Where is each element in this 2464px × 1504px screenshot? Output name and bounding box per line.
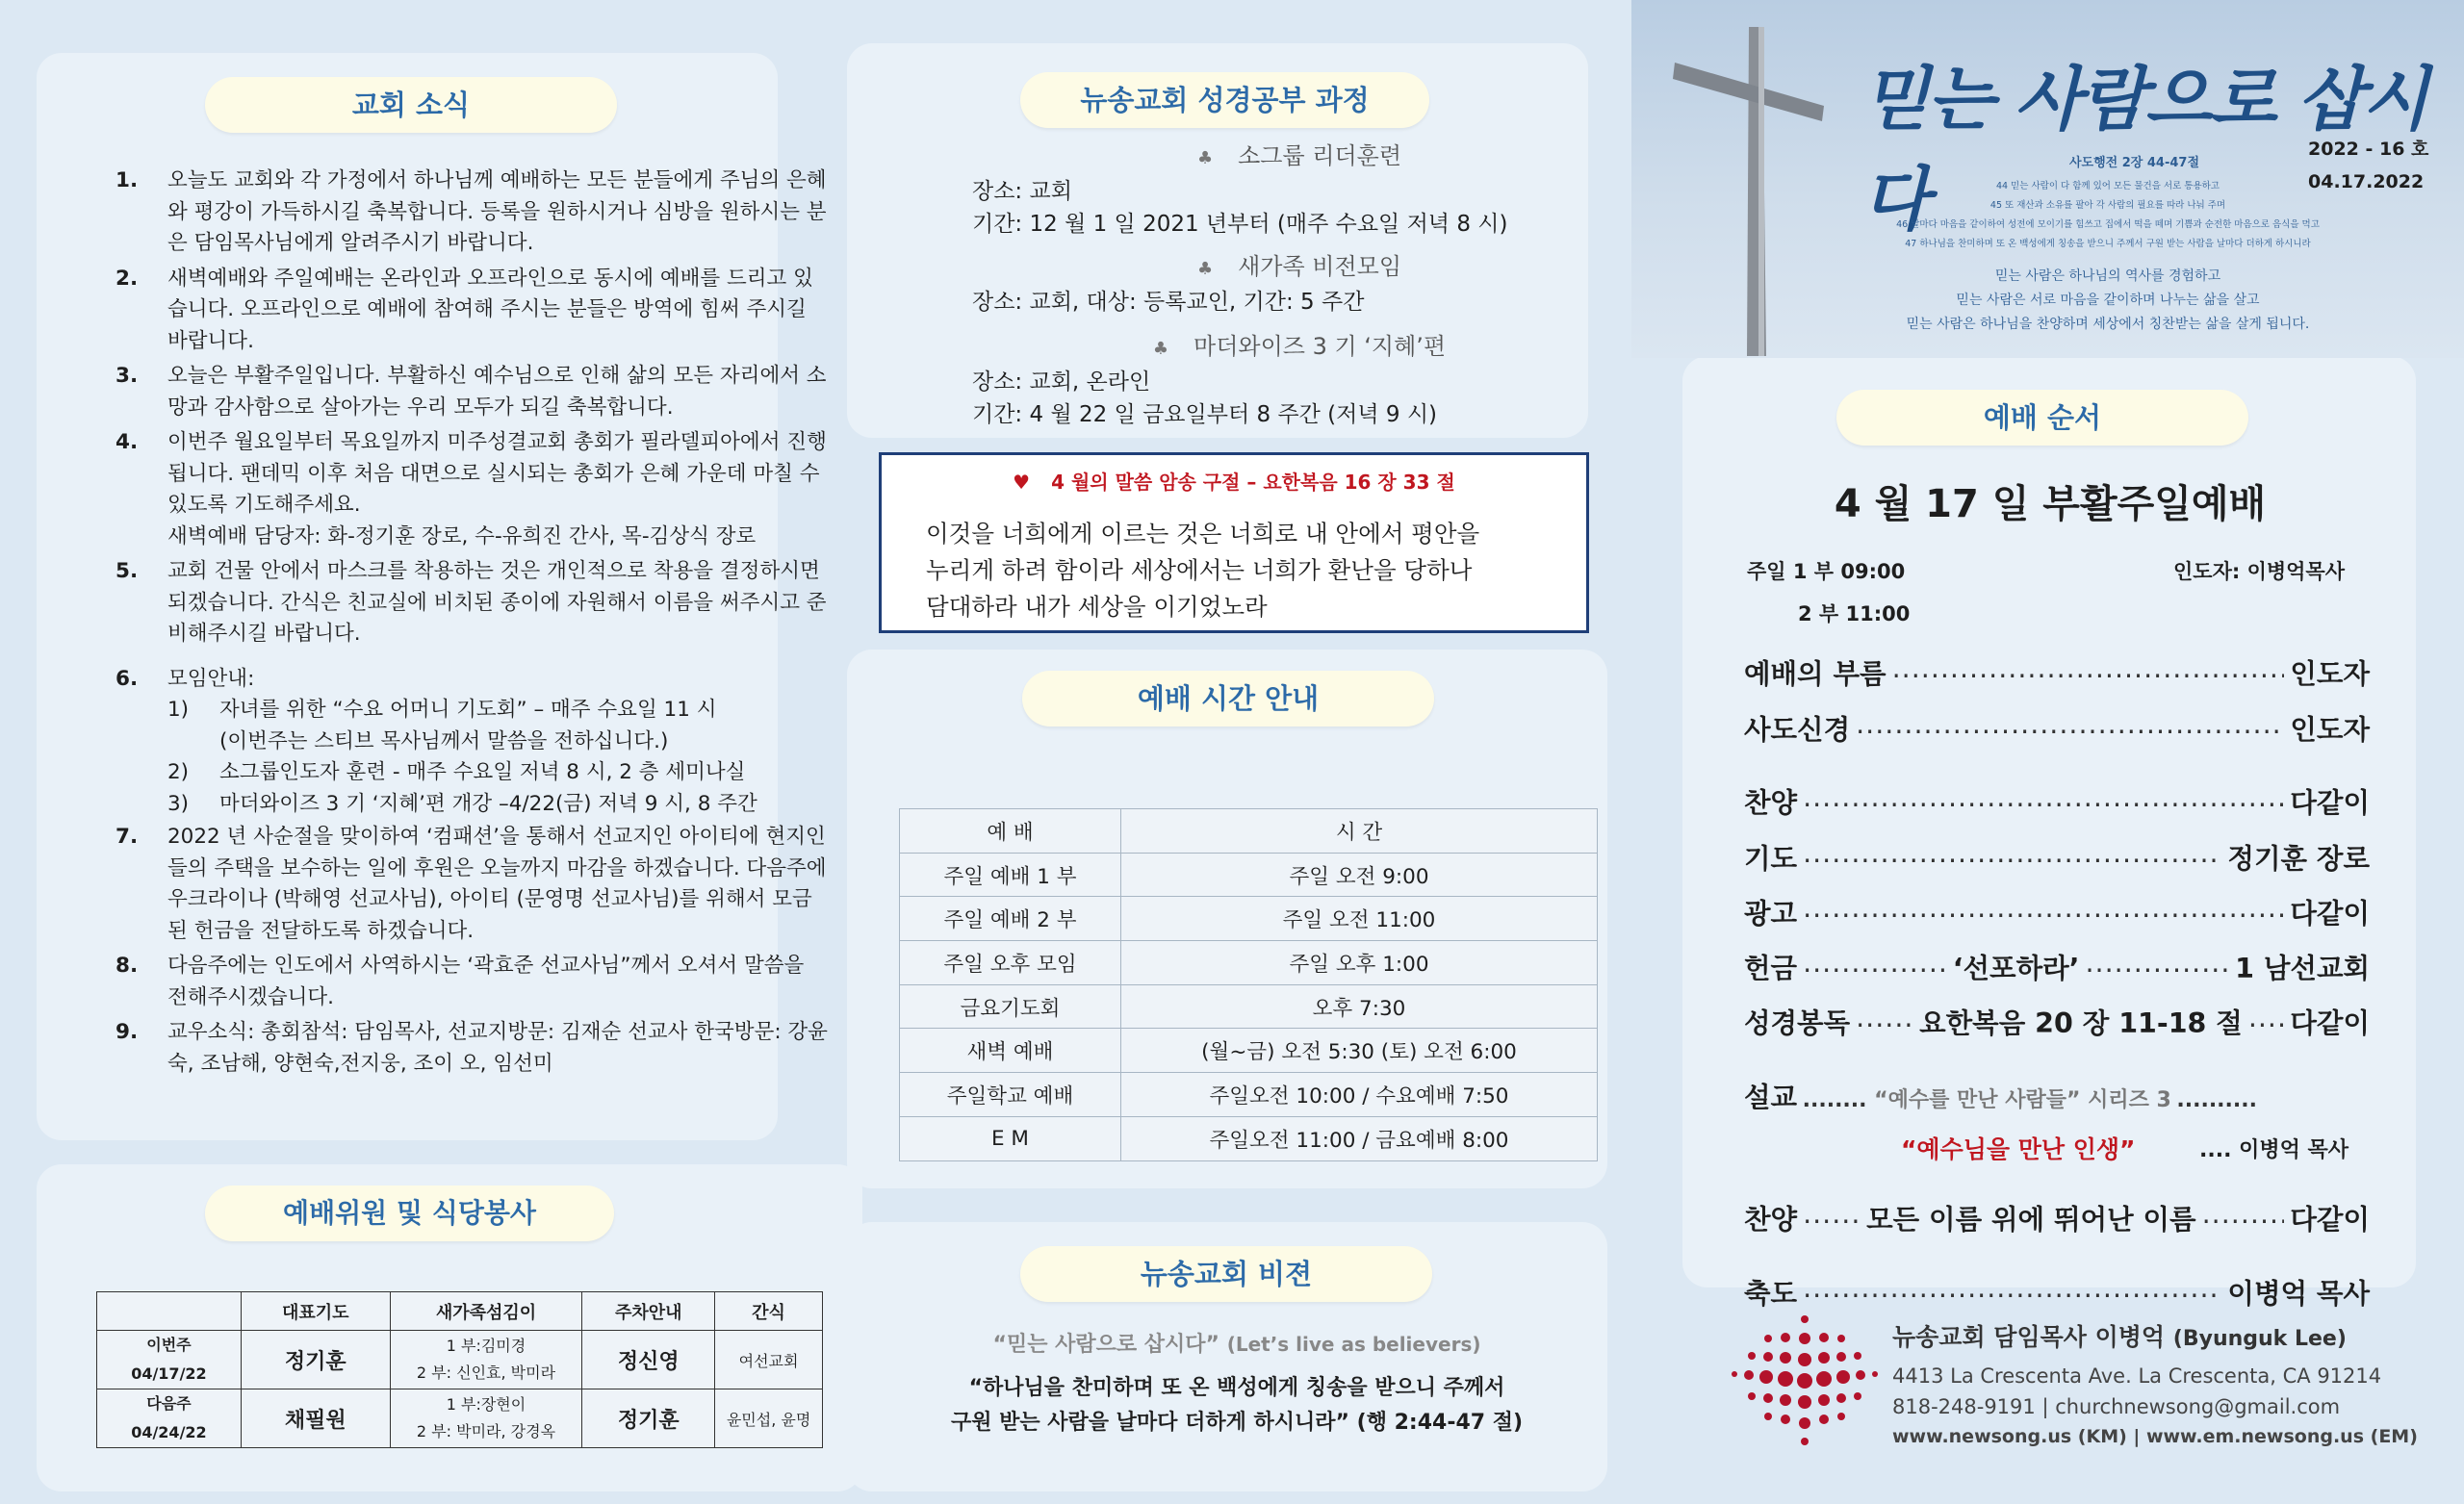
- times-header: 예 배: [900, 809, 1121, 854]
- club-icon: ♣: [1196, 259, 1214, 279]
- staff-header: 대표기도: [241, 1292, 390, 1331]
- sermon-pastor: .... 이병억 목사: [2199, 1138, 2349, 1162]
- order-heading: 4 월 17 일 부활주일예배: [1834, 482, 2267, 526]
- memory-verse-box: [879, 452, 1589, 633]
- cover-scripture-ref: 사도행전 2장 44-47절: [2069, 156, 2200, 170]
- service-2: 2 부 11:00: [1798, 602, 1911, 625]
- order-item: 헌금 ..... ‘선포하라’ ..... 1 남선교회: [1744, 947, 2370, 986]
- club-icon: ♣: [1152, 339, 1169, 359]
- meeting-item: 3) 마더와이즈 3 기 ‘지혜’편 개강 –4/22(금) 저녁 9 시, 8 주간: [167, 791, 757, 816]
- times-row: 주일 예배 2 부 주일 오전 11:00: [900, 897, 1598, 941]
- staff-header: [97, 1292, 242, 1331]
- order-item: 광고 ..... 다같이: [1744, 892, 2370, 931]
- times-row: 금요기도회 오후 7:30: [900, 984, 1598, 1029]
- staff-table: [96, 1291, 823, 1448]
- cover-lines: [1829, 265, 2387, 337]
- sermon-row: 설교 ........ “예수를 만난 사람들” 시리즈 3 ..........: [1744, 1082, 2257, 1113]
- scripture-line: 44 믿는 사람이 다 함께 있어 모든 물건을 서로 통용하고: [1996, 181, 2220, 191]
- staff-header: 간식: [715, 1292, 823, 1331]
- service-1: 주일 1 부 09:00: [1747, 560, 1906, 583]
- verse-text: 이것을 너희에게 이르는 것은 너희로 내 안에서 평안을 누리게 하려 함이라 세상에서는 너희가 환난을 당하나 담대하라 내가 세상을 이기었노라: [926, 520, 1480, 621]
- study-item: ♣ 소그룹 리더훈련 장소: 교회 기간: 12 월 1 일 2021 년부터 (매주 수요일 저녁 8 시): [972, 142, 1508, 237]
- issue-date: 04.17.2022: [2308, 171, 2425, 192]
- news-item: 6. 모임안내: 1) 자녀를 위한 “수요 어머니 기도회” – 매주 수요일 11 시 (이번주는 스티브 목사님께서 말씀을 전하십니다.) 2) 소그룹인도자 훈련 - 매주 수요일 저녁 8 시, 2 층 세미나실 3) 마더와이즈 3 기 ‘지혜’편 개강 –4/22(금) 저녁 9 시, 8 주간: [116, 664, 828, 821]
- news-item: 2. 새벽예배와 주일예배는 온라인과 오프라인으로 동시에 예배를 드리고 있습니다. 오프라인으로 예배에 참여해 주시는 분들은 방역에 힘써 주시길 바랍니다.: [116, 266, 813, 353]
- study-item: ♣ 새가족 비전모임 장소: 교회, 대상: 등록교인, 기간: 5 주간: [972, 253, 1402, 315]
- order-item: 기도 ..... 정기훈 장로: [1744, 837, 2370, 877]
- times-title: 예배 시간 안내: [1022, 671, 1434, 727]
- cover-title: 믿는 사람으로 삽시다: [1862, 58, 2427, 240]
- scripture-line: 47 하나님을 찬미하며 또 온 백성에게 칭송을 받으니 주께서 구원 받는 사람을 날마다 더하게 하시니라: [1905, 239, 2311, 249]
- staff-row: 이번주 04/17/22 정기훈 1 부:김미경 2 부: 신인효, 박미라 정신영 여선교회: [97, 1331, 823, 1389]
- study-item: ♣ 마더와이즈 3 기 ‘지혜’편 장소: 교회, 온라인 기간: 4 월 22 일 금요일부터 8 주간 (저녁 9 시): [972, 333, 1447, 427]
- staff-header: 주차안내: [582, 1292, 715, 1331]
- church-logo-icon: [1723, 1304, 1886, 1458]
- vision-text: “믿는 사람으로 삽시다” (Let’s live as believers) “하나님을 찬미하며 또 온 백성에게 칭송을 받으니 주께서 구원 받는 사람을 날마다 더하게 하시니라” (행 2:44-47 절): [950, 1333, 1524, 1435]
- church-address: 4413 La Crescenta Ave. La Crescenta, CA 91214: [1892, 1364, 2382, 1388]
- times-row: 주일학교 예배 주일오전 10:00 / 수요예배 7:50: [900, 1073, 1598, 1117]
- times-row: 주일 예배 1 부 주일 오전 9:00: [900, 853, 1598, 897]
- club-icon: ♣: [1196, 148, 1214, 168]
- meeting-item: 2) 소그룹인도자 훈련 - 매주 수요일 저녁 8 시, 2 층 세미나실: [167, 760, 746, 784]
- church-website: www.newsong.us (KM) | www.em.newsong.us (EM): [1892, 1426, 2418, 1447]
- news-item: 3. 오늘은 부활주일입니다. 부활하신 예수님으로 인해 삶의 모든 자리에서 소망과 감사함으로 살아가는 우리 모두가 되길 축복합니다.: [116, 364, 827, 420]
- pastor-name: 뉴송교회 담임목사 이병억 (Byunguk Lee): [1892, 1323, 2347, 1351]
- staff-header: 새가족섬김이: [390, 1292, 582, 1331]
- scripture-line: 46 날마다 마음을 같이하여 성전에 모이기를 힘쓰고 집에서 떡을 떼며 기쁨과 순전한 마음으로 음식을 먹고: [1896, 219, 2320, 230]
- sermon-title: “예수님을 만난 인생”: [1901, 1135, 2136, 1163]
- order-item: 예배의 부름 ..... 인도자: [1744, 652, 2370, 692]
- news-list: [116, 166, 828, 1080]
- news-item: 1. 오늘도 교회와 각 가정에서 하나님께 예배하는 모든 분들에게 주님의 은혜와 평강이 가득하시길 축복합니다. 등록을 원하시거나 심방을 원하시는 분은 담임목사님에게 알려주시기 바랍니다.: [116, 168, 827, 255]
- verse-title: 4 월의 말씀 암송 구절 – 요한복음 16 장 33 절: [1051, 471, 1455, 494]
- staff-title: 예배위원 및 식당봉사: [205, 1185, 614, 1241]
- order-item: 성경봉독 ..... 요한복음 20 장 11-18 절 ..... 다같이: [1744, 1002, 2370, 1041]
- order-pill: 예배 순서: [1836, 390, 2248, 446]
- service-times-table: [899, 808, 1598, 1161]
- scripture-line: 45 또 재산과 소유를 팔아 각 사람의 필요를 따라 나눠 주며: [1989, 200, 2226, 211]
- news-item: 4. 이번주 월요일부터 목요일까지 미주성결교회 총회가 필라델피아에서 진행됩니다. 팬데믹 이후 처음 대면으로 실시되는 총회가 은혜 가운데 마칠 수 있도록 기도해주세요. 새벽예배 담당자: 화-정기훈 장로, 수-유희진 간사, 목-김상식 장로: [116, 430, 827, 548]
- cover-line: 믿는 사람은 하나님을 찬양하며 세상에서 칭찬받는 삶을 살게 됩니다.: [1906, 317, 2310, 332]
- church-contact: 818-248-9191 | churchnewsong@gmail.com: [1892, 1395, 2341, 1418]
- cover-line: 믿는 사람은 서로 마음을 같이하며 나누는 삶을 살고: [1956, 293, 2260, 308]
- heart-icon: ♥: [1013, 471, 1031, 494]
- times-header: 시 간: [1121, 809, 1598, 854]
- vision-title: 뉴송교회 비젼: [1020, 1246, 1432, 1302]
- news-item: 7. 2022 년 사순절을 맞이하여 ‘컴패션’을 통해서 선교지인 아이티에 현지인들의 주택을 보수하는 일에 후원은 오늘까지 마감을 하겠습니다. 다음주에 우크라이나 (박해영 선교사님), 아이티 (문영명 선교사님)를 위해서 모금된 헌금을 전달하도록 하겠습니다.: [116, 825, 827, 943]
- order-item: 찬양 ..... 모든 이름 위에 뛰어난 이름 ..... 다같이: [1744, 1198, 2370, 1237]
- order-item: 찬양 ..... 다같이: [1744, 781, 2370, 821]
- study-title: 뉴송교회 성경공부 과정: [1020, 72, 1429, 128]
- news-item: 5. 교회 건물 안에서 마스크를 착용하는 것은 개인적으로 착용을 결정하시면 되겠습니다. 간식은 친교실에 비치된 종이에 자원해서 이름을 써주시고 준비해주시길 바랍니다.: [116, 559, 827, 646]
- leader: 인도자: 이병억목사: [2173, 560, 2345, 583]
- times-row: E M 주일오전 11:00 / 금요예배 8:00: [900, 1116, 1598, 1160]
- order-item: 사도신경 ..... 인도자: [1744, 708, 2370, 748]
- cover-line: 믿는 사람은 하나님의 역사를 경험하고: [1994, 268, 2221, 284]
- news-item: 8. 다음주에는 인도에서 사역하시는 ‘곽효준 선교사님”께서 오셔서 말씀을 전해주시겠습니다.: [116, 954, 805, 1009]
- news-title: 교회 소식: [205, 77, 617, 133]
- issue-number: 2022 - 16 호: [2308, 139, 2429, 160]
- news-item: 9. 교우소식: 총회참석: 담임목사, 선교지방문: 김재순 선교사 한국방문: 강윤숙, 조남해, 양현숙,전지웅, 조이 오, 임선미: [116, 1020, 828, 1076]
- times-row: 주일 오후 모임 주일 오후 1:00: [900, 941, 1598, 985]
- staff-row: 다음주 04/24/22 채필원 1 부:장현이 2 부: 박미라, 강경옥 정기훈 윤민섭, 윤명: [97, 1389, 823, 1448]
- times-row: 새벽 예배 (월~금) 오전 5:30 (토) 오전 6:00: [900, 1029, 1598, 1073]
- cover-scripture: [1810, 177, 2406, 254]
- meeting-item: 1) 자녀를 위한 “수요 어머니 기도회” – 매주 수요일 11 시 (이번주는 스티브 목사님께서 말씀을 전하십니다.): [167, 698, 717, 753]
- order-item: 축도 ..... 이병억 목사: [1744, 1272, 2370, 1312]
